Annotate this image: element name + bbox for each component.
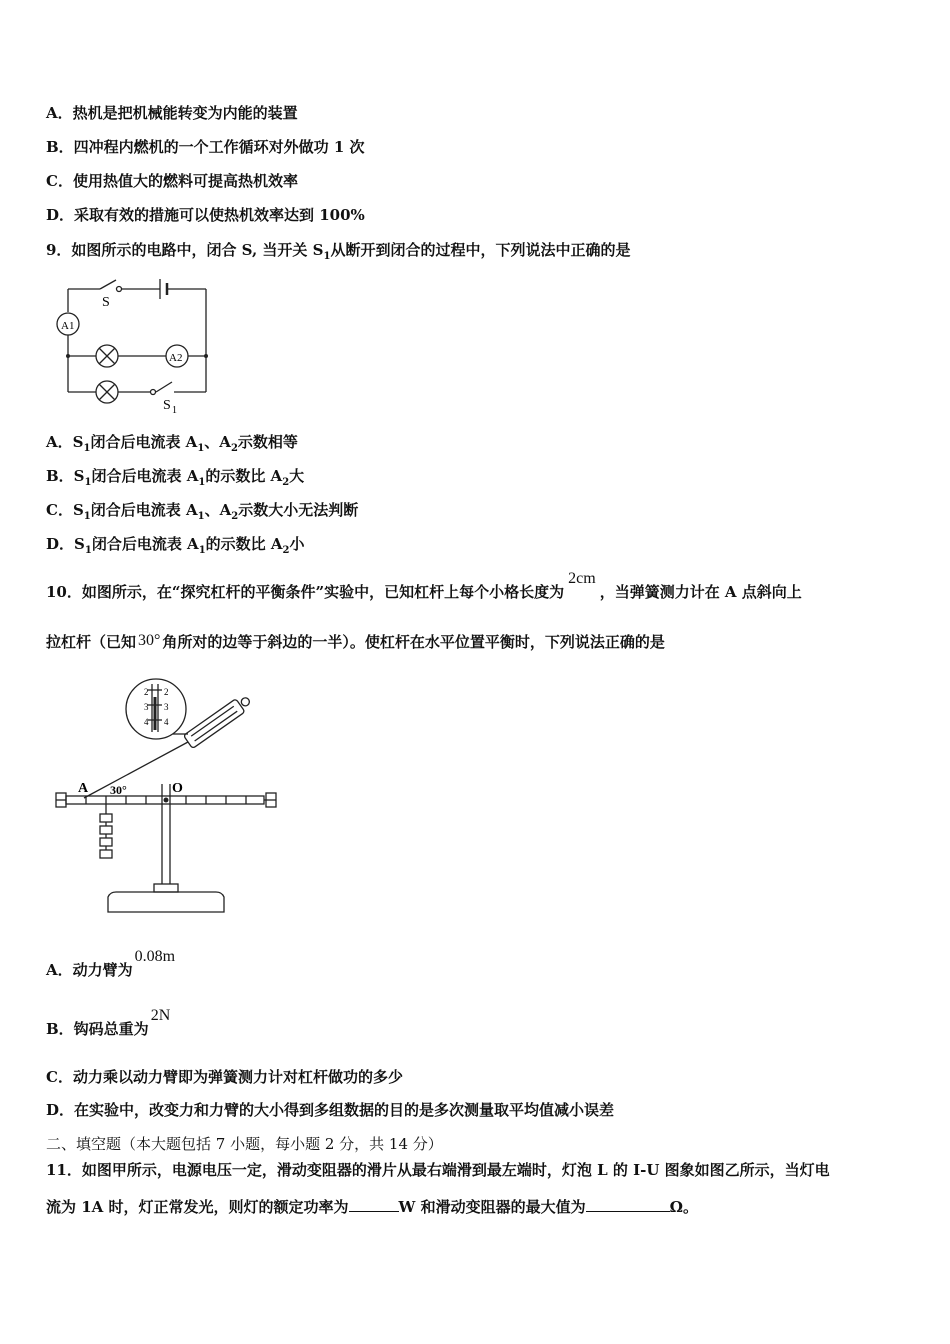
q11-line2: 流为 1A 时，灯正常发光，则灯的额定功率为 W 和滑动变阻器的最大值为 Ω。 <box>46 1198 698 1216</box>
q10-option-c: C．动力乘以动力臂即为弹簧测力计对杠杆做功的多少 <box>46 1068 403 1086</box>
scale-left-2: 2 <box>144 687 149 697</box>
q9-option-d: D．$S_1$闭合后电流表 $A_1$的示数比 $A_2$小 <box>46 535 305 556</box>
q10-option-a: A．动力臂为0.08m <box>46 948 176 979</box>
q9-option-b: B．$S_1$闭合后电流表 $A_1$的示数比 $A_2$大 <box>46 467 305 488</box>
scale-right-3: 3 <box>164 702 169 712</box>
angle-label: 30° <box>110 783 127 797</box>
q11-line1: 11．如图甲所示，电源电压一定，滑动变阻器的滑片从最右端滑到最左端时，灯泡 L 的 I-U 图象如图乙所示，当灯电 <box>46 1161 830 1179</box>
point-a-label: A <box>78 781 89 796</box>
point-o-label: O <box>172 781 183 796</box>
q8-option-d: D．采取有效的措施可以使热机效率达到 100% <box>46 206 365 224</box>
answer-blank-resistance[interactable] <box>586 1197 670 1212</box>
q10-option-b: B．钩码总重为2N <box>46 1007 171 1038</box>
switch-s-label: S <box>102 295 110 310</box>
q9-stem: 9．如图所示的电路中，闭合 S, 当开关 $S_1$从断开到闭合的过程中，下列说法中正确的是 <box>46 241 631 262</box>
section-heading-fill-in: 二、填空题（本大题包括 7 小题，每小题 2 分，共 14 分） <box>46 1135 443 1153</box>
scale-right-4: 4 <box>164 717 169 727</box>
q9-option-c: C．$S_1$闭合后电流表 $A_1$、$A_2$示数大小无法判断 <box>46 501 359 522</box>
q10-stem-line2: 拉杠杆（已知 30° 角所对的边等于斜边的一半）。使杠杆在水平位置平衡时，下列说法正确的是 <box>46 632 665 651</box>
scale-left-4: 4 <box>144 717 149 727</box>
switch-s1-label: S <box>163 398 171 413</box>
q8-option-c: C．使用热值大的燃料可提高热机效率 <box>46 172 298 190</box>
q10-option-d: D．在实验中，改变力和力臂的大小得到多组数据的目的是多次测量取平均值减小误差 <box>46 1101 615 1119</box>
q9-circuit-diagram <box>50 272 220 422</box>
q10-stem-line1: 10．如图所示，在“探究杠杆的平衡条件”实验中，已知杠杆上每个小格长度为2cm，当弹簧测力计在 A 点斜向上 <box>46 570 802 601</box>
ammeter-a1-label: A1 <box>61 320 75 332</box>
scale-right-2: 2 <box>164 687 169 697</box>
q8-option-a: A．热机是把机械能转变为内能的装置 <box>46 104 298 122</box>
q10-lever-diagram <box>48 672 288 922</box>
ammeter-a2-label: A2 <box>169 352 183 364</box>
switch-s1-sub: 1 <box>172 405 177 416</box>
q9-option-a: A．$S_1$闭合后电流表 $A_1$、$A_2$示数相等 <box>46 433 298 454</box>
scale-left-3: 3 <box>144 702 149 712</box>
answer-blank-power[interactable] <box>349 1197 399 1212</box>
q8-option-b: B．四冲程内燃机的一个工作循环对外做功 1 次 <box>46 138 365 156</box>
